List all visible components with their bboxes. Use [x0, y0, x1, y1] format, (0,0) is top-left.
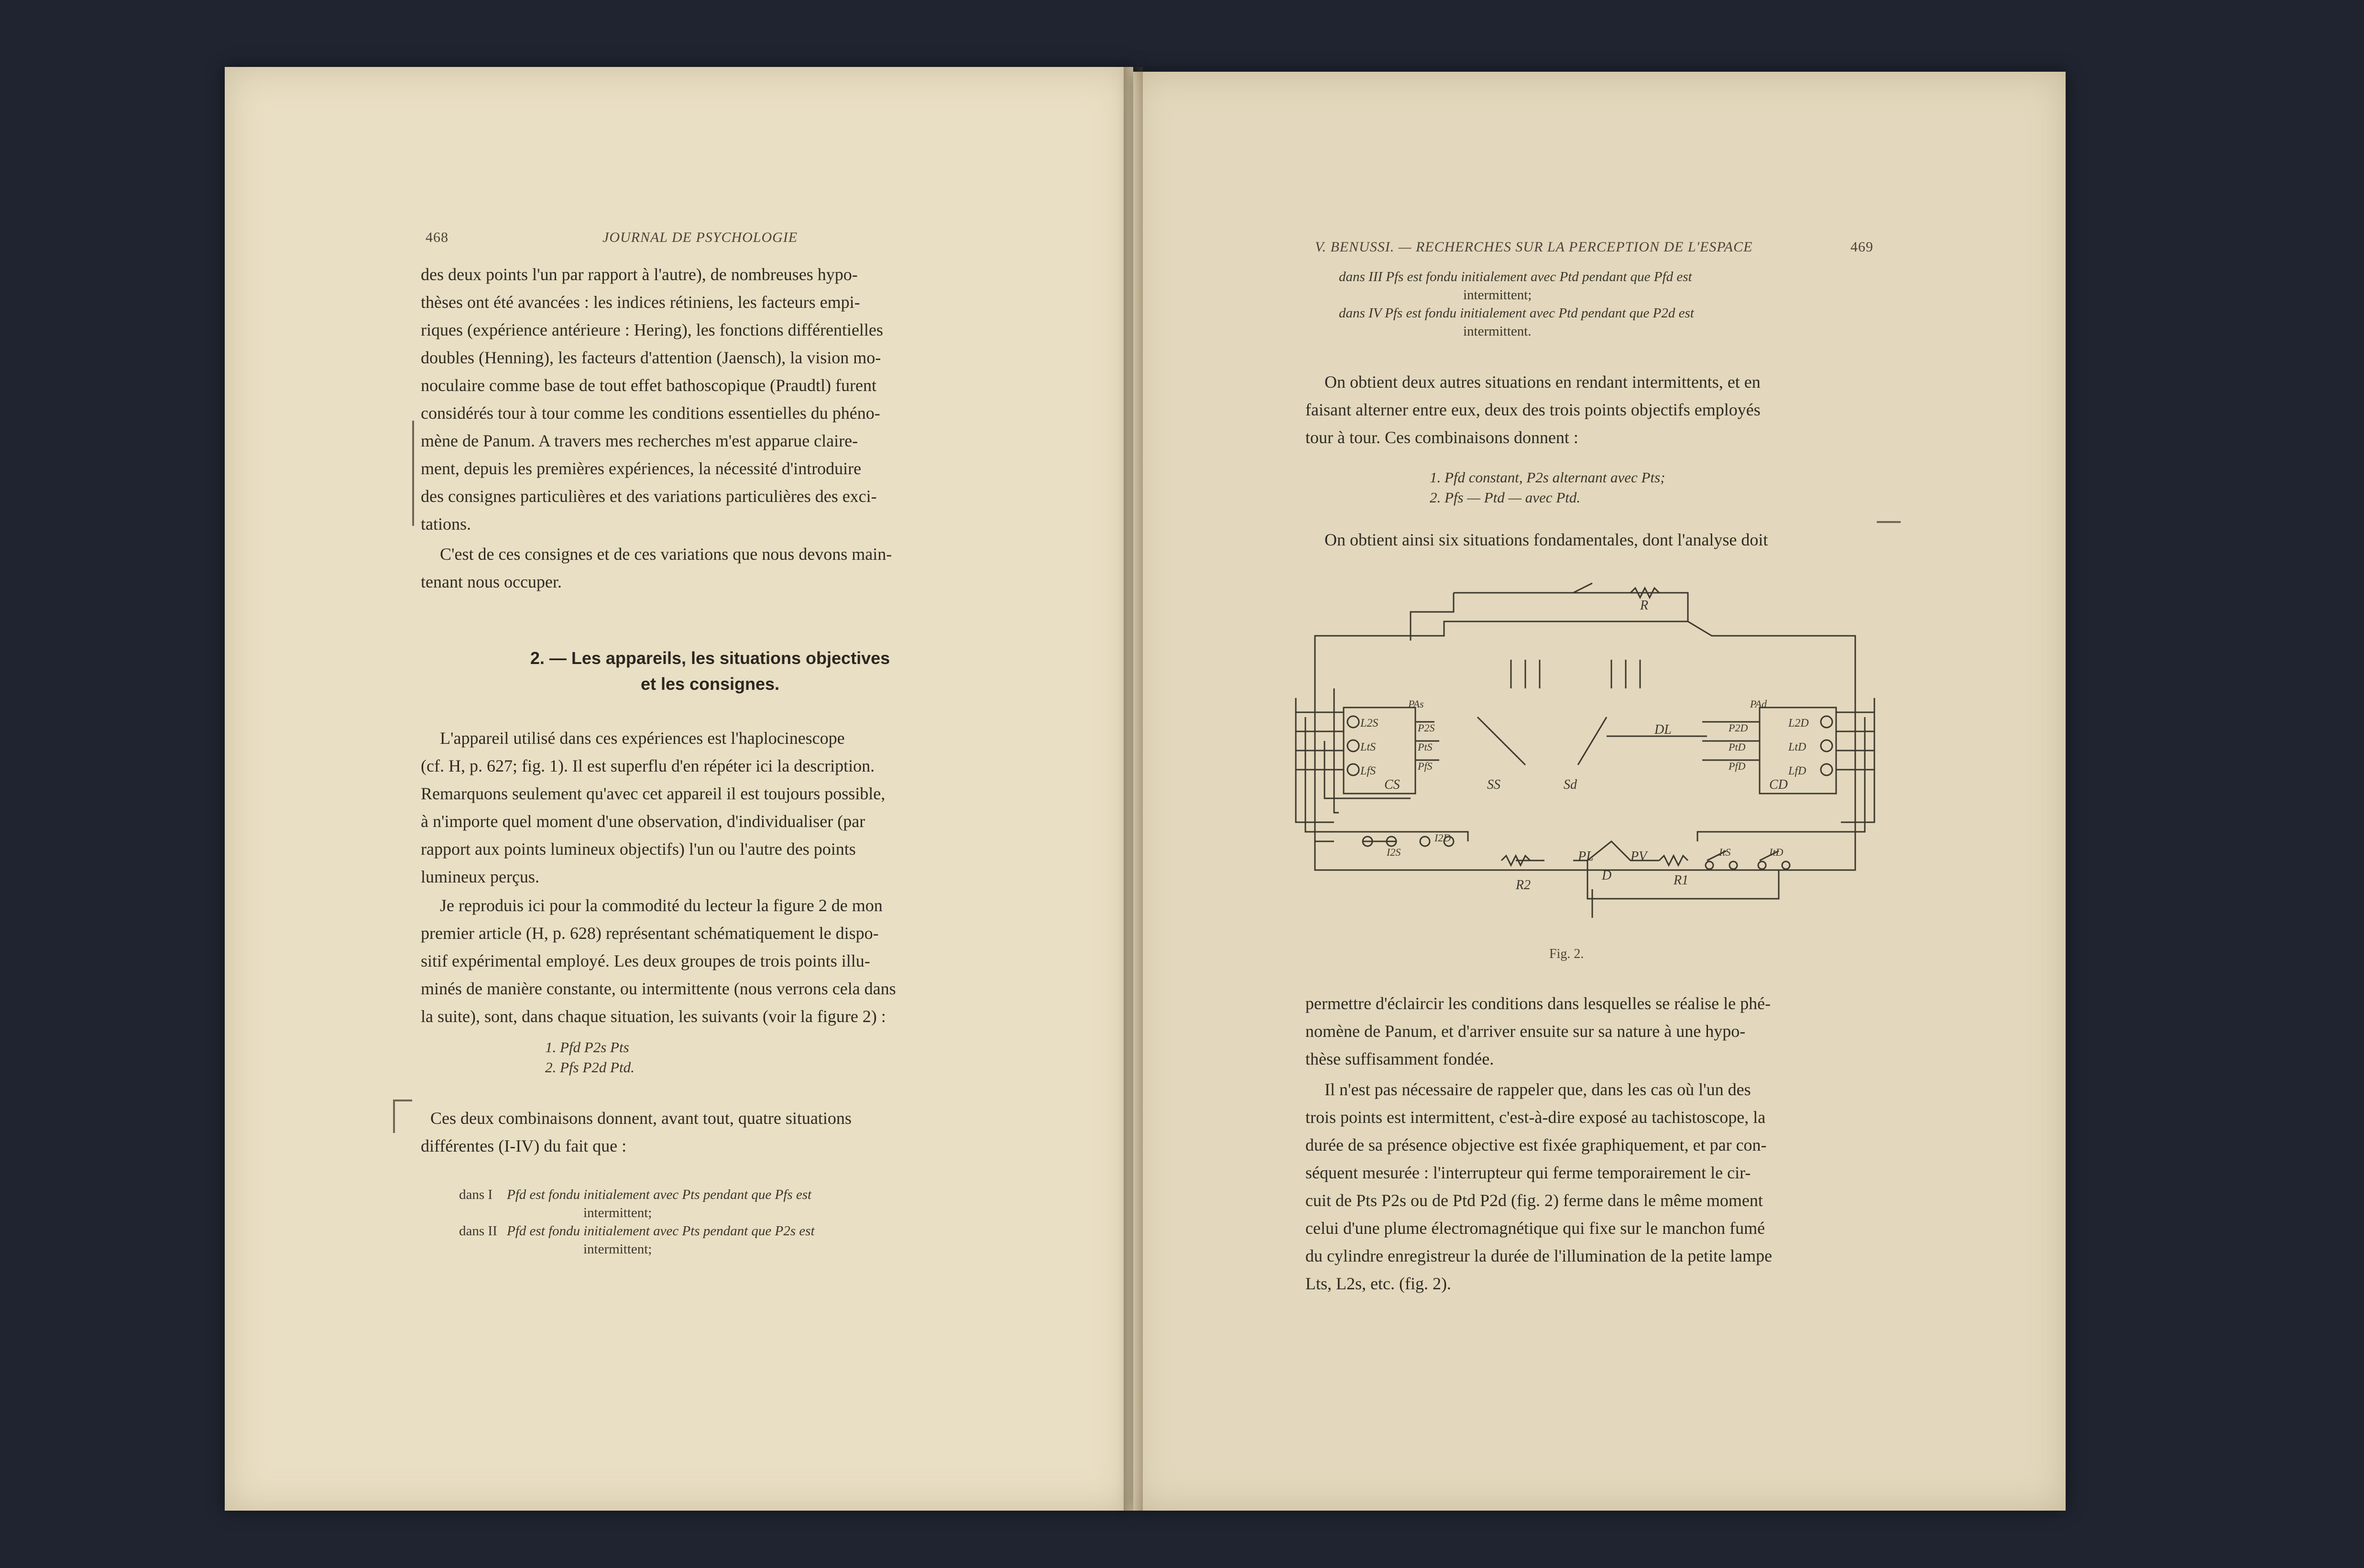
line: différentes (I-IV) du fait que : [421, 1136, 627, 1155]
left-formulas [545, 1037, 635, 1078]
line: celui d'une plume électromagnétique qui fixe sur le manchon fumé [1305, 1219, 1765, 1238]
label-L2D: L2D [1788, 717, 1809, 730]
label-Sd: Sd [1564, 777, 1577, 792]
label-I2S: I2S [1387, 846, 1401, 858]
label-L2S: L2S [1360, 717, 1379, 730]
line: du cylindre enregistreur la durée de l'illumination de la petite lampe [1305, 1246, 1773, 1265]
label-CS: CS [1384, 777, 1400, 792]
right-paragraph-2 [1305, 526, 1874, 554]
line: thèse suffisamment fondée. [1305, 1049, 1494, 1068]
line: C'est de ces consignes et de ces variations que nous devons main- [440, 544, 892, 564]
label-P2D: P2D [1729, 722, 1748, 734]
left-page-number: 468 [426, 229, 449, 245]
line: faisant alterner entre eux, deux des trois points objectifs employés [1305, 400, 1761, 419]
line: trois points est intermittent, c'est-à-dire exposé au tachistoscope, la [1305, 1108, 1766, 1127]
line: On obtient ainsi six situations fondamentales, dont l'analyse doit [1324, 530, 1768, 549]
line: (cf. H, p. 627; fig. 1). Il est superflu d'en répéter ici la description. [421, 756, 875, 775]
label-I2D: I2D [1434, 832, 1451, 844]
line: tations. [421, 514, 471, 534]
line: cuit de Pts P2s ou de Ptd P2d (fig. 2) ferme dans le même moment [1305, 1191, 1763, 1210]
case-1-text: Pfd est fondu initialement avec Pts pendant que Pfs est [507, 1187, 812, 1202]
pencil-bracket [393, 1100, 395, 1133]
case-2-text: Pfd est fondu initialement avec Pts pendant que P2s est [507, 1223, 815, 1239]
left-paragraph-3 [421, 724, 999, 891]
case-3-cont: intermittent; [1463, 287, 1532, 303]
line: mène de Panum. A travers mes recherches m'est apparue claire- [421, 431, 858, 450]
label-D: D [1602, 868, 1612, 883]
left-cases [459, 1186, 999, 1258]
formula-2: 2. Pfs — Ptd — avec Ptd. [1430, 489, 1581, 506]
line: Lts, L2s, etc. (fig. 2). [1305, 1274, 1451, 1293]
pencil-bracket-top [393, 1100, 412, 1101]
line: la suite), sont, dans chaque situation, les suivants (voir la figure 2) : [421, 1007, 886, 1026]
label-CD: CD [1769, 777, 1788, 792]
case-1-cont: intermittent; [583, 1205, 652, 1220]
label-ItS: ItS [1719, 846, 1731, 858]
label-SS: SS [1487, 777, 1500, 792]
pencil-mark [412, 421, 414, 526]
right-formulas [1430, 468, 1665, 508]
case-3-text: dans III Pfs est fondu initialement avec Ptd pendant que Pfd est [1339, 269, 1692, 284]
right-page-number: 469 [1850, 239, 1873, 255]
line: à n'importe quel moment d'une observation, d'individualiser (par [421, 812, 865, 831]
label-LtS: LtS [1360, 741, 1376, 753]
formula-1: 1. Pfd P2s Pts [545, 1039, 629, 1056]
label-PAs: PAs [1408, 698, 1424, 710]
line: lumineux perçus. [421, 867, 539, 886]
line: tenant nous occuper. [421, 572, 562, 591]
line: sitif expérimental employé. Les deux groupes de trois points illu- [421, 951, 870, 970]
line: permettre d'éclaircir les conditions dans lesquelles se réalise le phé- [1305, 994, 1771, 1013]
label-PfD: PfD [1729, 760, 1746, 772]
line: rapport aux points lumineux objectifs) l'un ou l'autre des points [421, 839, 856, 859]
case-1-label: dans I [459, 1187, 493, 1202]
formula-2: 2. Pfs P2d Ptd. [545, 1059, 635, 1076]
case-2-cont: intermittent; [583, 1241, 652, 1257]
label-LfD: LfD [1788, 765, 1806, 777]
label-PtD: PtD [1729, 741, 1746, 753]
left-running-head: JOURNAL DE PSYCHOLOGIE [602, 229, 798, 245]
label-PAd: PAd [1750, 698, 1767, 710]
line: premier article (H, p. 628) représentant schématiquement le dispo- [421, 924, 879, 943]
line: Ces deux combinaisons donnent, avant tout, quatre situations [430, 1109, 852, 1128]
label-PV: PV [1631, 849, 1647, 864]
line: considérés tour à tour comme les conditions essentielles du phéno- [421, 403, 880, 423]
line: ment, depuis les premières expériences, la nécessité d'introduire [421, 459, 862, 478]
case-2-label: dans II [459, 1223, 497, 1239]
left-paragraph-4 [421, 892, 999, 1030]
line: séquent mesurée : l'interrupteur qui ferme temporairement le cir- [1305, 1163, 1751, 1182]
label-PL: PL [1578, 849, 1594, 864]
line: riques (expérience antérieure : Hering), les fonctions différentielles [421, 320, 883, 339]
left-paragraph-5 [421, 1104, 999, 1160]
label-R1: R1 [1674, 873, 1689, 888]
label-ItD: ItD [1769, 846, 1784, 858]
pencil-mark [1877, 521, 1901, 523]
left-paragraph-2 [421, 540, 999, 596]
line: thèses ont été avancées : les indices rétiniens, les facteurs empi- [421, 293, 860, 312]
section-heading [421, 645, 999, 697]
label-P2S: P2S [1418, 722, 1435, 734]
line: tour à tour. Ces combinaisons donnent : [1305, 428, 1578, 447]
right-cases [1339, 268, 1874, 340]
heading-line-2: et les consignes. [640, 674, 780, 694]
line: nomène de Panum, et d'arriver ensuite sur sa nature à une hypo- [1305, 1022, 1746, 1041]
line: On obtient deux autres situations en rendant intermittents, et en [1324, 372, 1761, 392]
line: doubles (Henning), les facteurs d'attention (Jaensch), la vision mo- [421, 348, 881, 367]
right-paragraph-1 [1305, 368, 1874, 451]
figure-caption: Fig. 2. [1549, 947, 1584, 961]
formula-1: 1. Pfd constant, P2s alternant avec Pts; [1430, 469, 1665, 486]
label-R2: R2 [1516, 878, 1531, 893]
line: des consignes particulières et des variations particulières des exci- [421, 487, 877, 506]
line: noculaire comme base de tout effet bathoscopique (Praudtl) furent [421, 376, 876, 395]
right-paragraph-3 [1305, 990, 1874, 1073]
right-paragraph-4 [1305, 1076, 1874, 1297]
label-PtS: PtS [1418, 741, 1433, 753]
circuit-diagram [1277, 574, 1893, 937]
left-paragraph-1 [421, 261, 999, 538]
line: Je reproduis ici pour la commodité du lecteur la figure 2 de mon [440, 896, 883, 915]
line: des deux points l'un par rapport à l'autre), de nombreuses hypo- [421, 265, 858, 284]
line: Remarquons seulement qu'avec cet appareil il est toujours possible, [421, 784, 886, 803]
case-4-cont: intermittent. [1463, 324, 1532, 339]
label-R: R [1640, 598, 1649, 613]
case-4-text: dans IV Pfs est fondu initialement avec Ptd pendant que P2d est [1339, 305, 1694, 321]
line: minés de manière constante, ou intermittente (nous verrons cela dans [421, 979, 896, 998]
right-running-head: V. BENUSSI. — RECHERCHES SUR LA PERCEPTION DE L'ESPACE [1315, 239, 1753, 255]
line: durée de sa présence objective est fixée graphiquement, et par con- [1305, 1135, 1767, 1154]
book-spine [1124, 67, 1143, 1511]
label-DL: DL [1654, 722, 1672, 737]
heading-line-1: 2. — Les appareils, les situations objectives [530, 648, 890, 668]
line: Il n'est pas nécessaire de rappeler que, dans les cas où l'un des [1324, 1080, 1751, 1099]
label-LfS: LfS [1360, 765, 1376, 777]
label-LtD: LtD [1788, 741, 1806, 753]
line: L'appareil utilisé dans ces expériences est l'haplocinescope [440, 729, 845, 748]
label-PfS: PfS [1418, 760, 1433, 772]
